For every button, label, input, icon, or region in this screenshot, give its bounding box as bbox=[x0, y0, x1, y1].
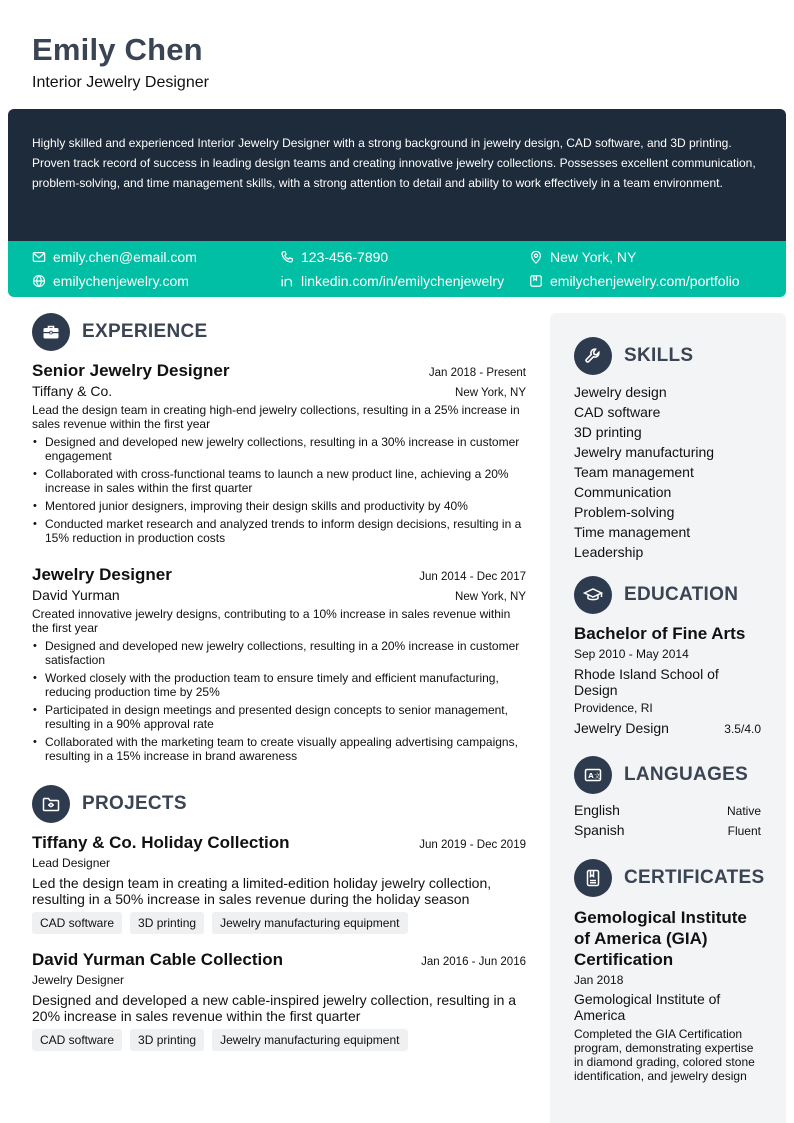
education-location: Providence, RI bbox=[574, 701, 653, 715]
contact-linkedin[interactable] bbox=[280, 273, 504, 289]
skills-section-header bbox=[574, 337, 693, 375]
language-row bbox=[574, 802, 761, 818]
job-location: New York, NY bbox=[455, 591, 526, 603]
skill-item: Team management bbox=[574, 464, 694, 480]
project-role: Lead Designer bbox=[32, 856, 111, 870]
job-dates: Jan 2018 - Present bbox=[428, 367, 526, 379]
skill-item: Jewelry design bbox=[574, 384, 667, 400]
job-bullet: • Designed and developed new jewelry collections, resulting in a 20% increase in customer satisfaction bbox=[32, 639, 526, 667]
skill-item: 3D printing bbox=[574, 424, 642, 440]
skills-list bbox=[574, 382, 714, 562]
contact-portfolio[interactable] bbox=[529, 273, 740, 289]
certificate-description: Completed the GIA Certification program, demonstrating expertise in diamond grading, colored stone identification, and jewelry design bbox=[574, 1027, 755, 1083]
job-company: Tiffany & Co. bbox=[32, 383, 113, 399]
job-bullet: • Designed and developed new jewelry collections, resulting in a 30% increase in customer engagement bbox=[32, 435, 526, 463]
skill-item: Time management bbox=[574, 524, 691, 540]
phone-text: 123-456-7890 bbox=[301, 249, 389, 265]
job-bullet: • Participated in design meetings and presented design concepts to senior management, resulting in a 90% approval rate bbox=[32, 703, 526, 731]
job-position: Senior Jewelry Designer bbox=[32, 361, 230, 380]
job-bullet: • Conducted market research and analyzed trends to inform design decisions, resulting in a 15% reduction in production costs bbox=[32, 517, 526, 545]
job-company: David Yurman bbox=[32, 587, 120, 603]
svg-text:A: A bbox=[588, 772, 594, 780]
linkedin-icon bbox=[280, 274, 294, 288]
project-tags bbox=[32, 1029, 526, 1051]
project-dates: Jan 2016 - Jun 2016 bbox=[421, 956, 526, 968]
project-entry bbox=[32, 950, 526, 1051]
globe-icon bbox=[32, 274, 46, 288]
mail-icon bbox=[32, 250, 46, 264]
job-entry bbox=[32, 565, 526, 767]
education-degree: Bachelor of Fine Arts bbox=[574, 624, 746, 643]
skill-item: CAD software bbox=[574, 404, 661, 420]
job-bullet: • Collaborated with the marketing team to create visually appealing advertising campaigns, resulting in a 15% increase in brand awareness bbox=[32, 735, 526, 763]
contact-location bbox=[529, 249, 636, 265]
tag: CAD software bbox=[32, 1029, 122, 1051]
skill-item: Jewelry manufacturing bbox=[574, 444, 715, 460]
project-dates: Jun 2019 - Dec 2019 bbox=[419, 839, 526, 851]
certificates-heading: CERTIFICATES bbox=[624, 867, 765, 888]
project-title: Tiffany & Co. Holiday Collection bbox=[32, 833, 290, 852]
skill-item: Leadership bbox=[574, 544, 644, 560]
candidate-name: Emily Chen bbox=[32, 32, 203, 67]
education-gpa: 3.5/4.0 bbox=[724, 722, 761, 736]
job-bullets bbox=[32, 639, 526, 763]
job-title: Interior Jewelry Designer bbox=[32, 74, 209, 91]
languages-section-header bbox=[574, 756, 748, 794]
summary-panel bbox=[8, 109, 786, 241]
language-name: English bbox=[574, 802, 620, 818]
email-text: emily.chen@email.com bbox=[53, 249, 197, 265]
skill-item: Problem-solving bbox=[574, 504, 675, 520]
language-level: Fluent bbox=[727, 824, 761, 838]
job-description: Created innovative jewelry designs, contributing to a 10% increase in sales revenue within the first year bbox=[32, 607, 511, 635]
website-text: emilychenjewelry.com bbox=[53, 273, 189, 289]
language-row bbox=[574, 822, 761, 838]
svg-text:文: 文 bbox=[594, 772, 601, 780]
wrench-icon bbox=[574, 337, 612, 375]
portfolio-icon bbox=[529, 274, 543, 288]
skills-heading: SKILLS bbox=[624, 345, 694, 366]
projects-section-header bbox=[32, 785, 187, 823]
languages-heading: LANGUAGES bbox=[624, 764, 749, 785]
job-bullets bbox=[32, 435, 526, 545]
folder-icon bbox=[32, 785, 70, 823]
experience-section-header bbox=[32, 313, 207, 351]
project-entry bbox=[32, 833, 526, 934]
project-role: Jewelry Designer bbox=[32, 973, 125, 987]
tag: Jewelry manufacturing equipment bbox=[212, 912, 407, 934]
education-heading: EDUCATION bbox=[624, 584, 739, 605]
job-entry bbox=[32, 361, 526, 549]
job-bullet: • Mentored junior designers, improving their design skills and productivity by 40% bbox=[32, 499, 526, 513]
project-description: Designed and developed a new cable-inspired jewelry collection, resulting in a 20% increase in sales revenue within the first quarter bbox=[32, 992, 517, 1024]
phone-icon bbox=[280, 250, 294, 264]
project-tags bbox=[32, 912, 526, 934]
location-text: New York, NY bbox=[550, 249, 637, 265]
education-major: Jewelry Design bbox=[574, 720, 669, 736]
tag: CAD software bbox=[32, 912, 122, 934]
language-name: Spanish bbox=[574, 822, 625, 838]
education-dates: Sep 2010 - May 2014 bbox=[574, 647, 689, 661]
project-description: Led the design team in creating a limited-edition holiday jewelry collection, resulting in a 50% increase in sales revenue during the holiday season bbox=[32, 875, 492, 907]
certificate-title: Gemological Institute of America (GIA) Certification bbox=[574, 908, 747, 969]
contact-phone[interactable] bbox=[280, 249, 388, 265]
job-description: Lead the design team in creating high-end jewelry collections, resulting in a 25% increase in sales revenue within the first year bbox=[32, 403, 520, 431]
location-pin-icon bbox=[529, 250, 543, 264]
job-bullet: • Worked closely with the production team to ensure timely and efficient manufacturing, reducing production time by 25% bbox=[32, 671, 526, 699]
certificate-date: Jan 2018 bbox=[574, 973, 624, 987]
briefcase-icon bbox=[32, 313, 70, 351]
linkedin-text: linkedin.com/in/emilychenjewelry bbox=[301, 273, 505, 289]
job-location: New York, NY bbox=[455, 387, 526, 399]
language-level: Native bbox=[726, 804, 761, 818]
job-dates: Jun 2014 - Dec 2017 bbox=[419, 571, 526, 583]
education-major-row bbox=[574, 720, 761, 736]
job-position: Jewelry Designer bbox=[32, 565, 172, 584]
tag: Jewelry manufacturing equipment bbox=[212, 1029, 407, 1051]
certificate-issuer: Gemological Institute of America bbox=[574, 991, 721, 1023]
summary-text: Highly skilled and experienced Interior Jewelry Designer with a strong background in jewelry design, CAD software, and 3D printing. Proven track record of success in leading design teams and creating innovative jewelry collections. Possesses excellent communication, problem-solving, and time management skills, with a strong attention to detail and ability to work effectively in a team environment. bbox=[32, 136, 756, 190]
contact-website[interactable] bbox=[32, 273, 189, 289]
job-bullet: • Collaborated with cross-functional teams to launch a new product line, achieving a 20% increase in sales within the first quarter bbox=[32, 467, 526, 495]
certificates-section-header bbox=[574, 859, 764, 897]
education-school: Rhode Island School of Design bbox=[574, 666, 719, 698]
experience-heading: EXPERIENCE bbox=[82, 321, 208, 342]
translate-icon bbox=[574, 756, 612, 794]
contact-email[interactable] bbox=[32, 249, 197, 265]
tag: 3D printing bbox=[130, 912, 204, 934]
projects-heading: PROJECTS bbox=[82, 793, 187, 814]
portfolio-text: emilychenjewelry.com/portfolio bbox=[550, 273, 740, 289]
education-section-header bbox=[574, 576, 738, 614]
project-title: David Yurman Cable Collection bbox=[32, 950, 283, 969]
contact-bar bbox=[8, 241, 786, 297]
certificate-icon bbox=[574, 859, 612, 897]
tag: 3D printing bbox=[130, 1029, 204, 1051]
skill-item: Communication bbox=[574, 484, 672, 500]
graduation-cap-icon bbox=[574, 576, 612, 614]
